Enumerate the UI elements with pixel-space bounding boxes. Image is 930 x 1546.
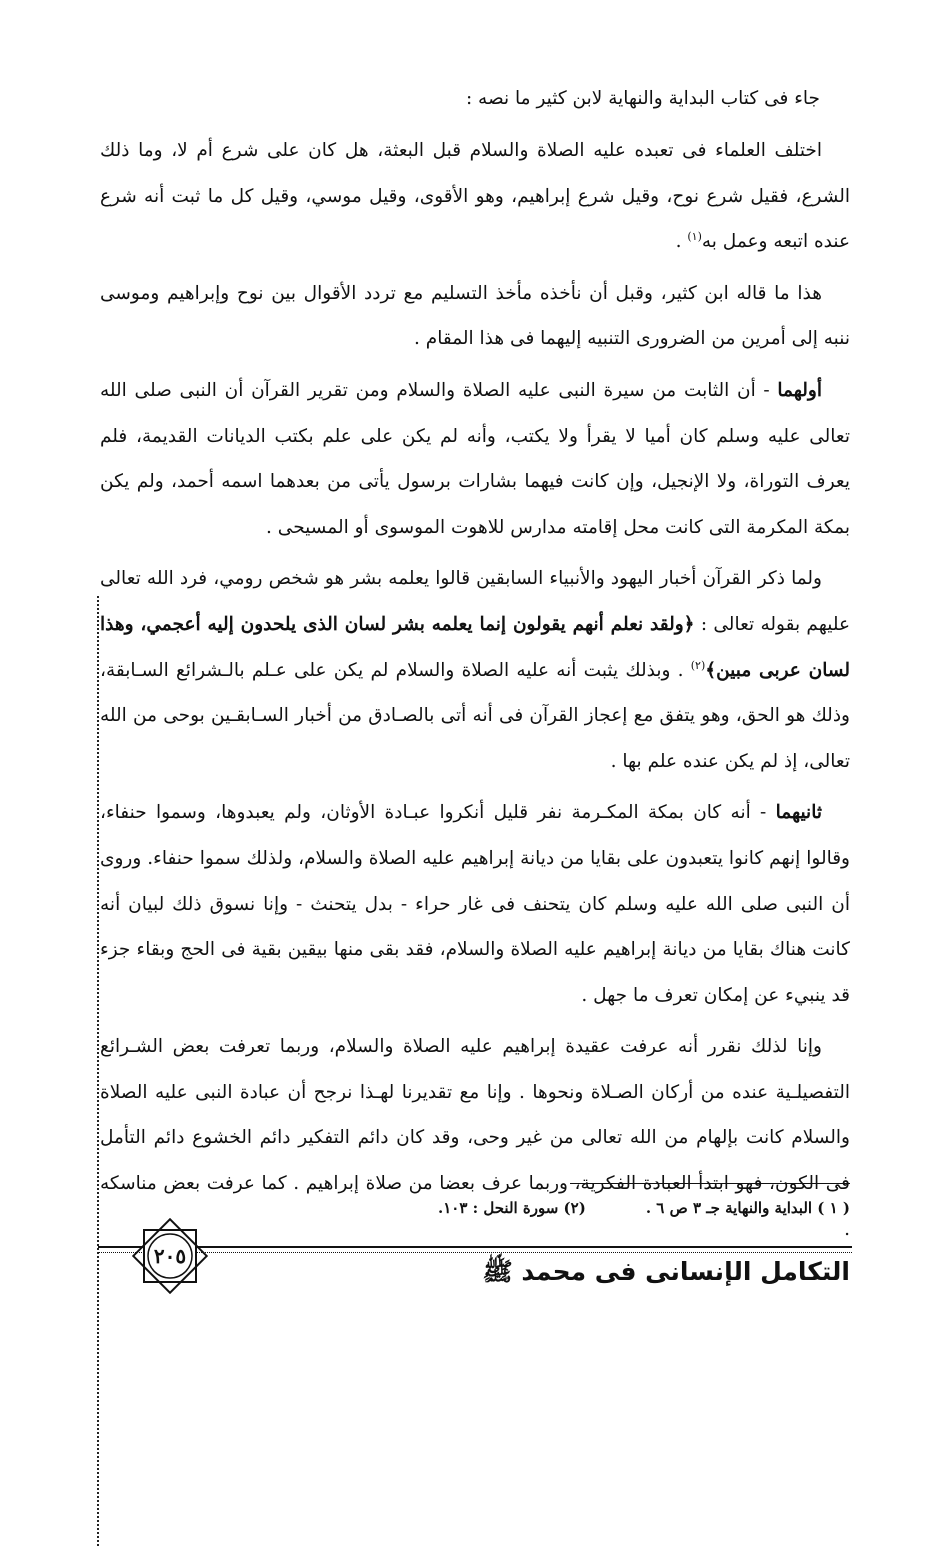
footnote-ref-2: (٢) [690, 658, 706, 672]
page-number-badge [132, 1218, 208, 1294]
paragraph-2: هذا ما قاله ابن كثير، وقبل أن نأخذه مأخذ التسليم مع تردد الأقوال بين نوح وإبراهيم وموسى ننبه إلى أمرين من الضرورى التنبيه إليهما فى هذا المقام . [100, 282, 850, 350]
paragraph-5 [100, 790, 850, 1018]
paragraph-1-end: . [675, 231, 688, 253]
page-number: ٢٠٥ [153, 1244, 187, 1268]
paragraph-5-text: - أنه كان بمكة المكـرمة نفر قليل أنكروا عبـادة الأوثان، ولم يعبدوها، وسموا حنفاء، وقالوا إنهم كانوا يتعبدون على بقايا من ديانة إبراهيم عليه الصلاة والسلام، ولذلك سموا حنفاء. وروى أن النبى صلى الله عليه وسلم كان يتحنف فى غار حراء - بدل يتحنث - وإنا نسوق ذلك لبيان أنه كانت هناك بقايا من ديانة إبراهيم عليه الصلاة والسلام، فقد بقى منها بيقين بقية فى الحج وبقاء جزء قد ينبيء عن إمكان تعرف ما جهل . [100, 802, 850, 1006]
paragraph-3-text: - أن الثابت من سيرة النبى عليه الصلاة والسلام ومن تقرير القرآن أن النبى صلى الله تعالى عليه وسلم كان أميا لا يقرأ ولا يكتب، وأنه لم يكن على علم بكتب الديانات القديمة، فلم يعرف التوراة، ولا الإنجيل، وإن كانت فيهما بشارات برسول يأتى من بعدهما اسمه أحمد، ولم يكن بمكة المكرمة التى كانت محل إقامته مدارس للاهوت الموسوى أو المسيحى . [100, 379, 850, 538]
paragraph-1 [100, 128, 850, 265]
main-text [100, 128, 850, 1252]
footer-book-title: التكامل الإنسانى فى محمد ﷺ [482, 1257, 850, 1286]
footnote-1: ( ١ ) البداية والنهاية جـ ٣ ص ٦ . [645, 1199, 850, 1217]
paragraph-4-text-b: . وبذلك يثبت أنه عليه الصلاة والسلام لم يكن على عـلم بالـشرائع السـابقة، وذلك هو الحق، وهو يتفق مع إعجاز القرآن فى أنه أتى بالصـادق من أخبار السـابقـين بوحى من الله تعالى، إذ لم يكن عنده علم بها . [100, 659, 850, 772]
footer-rule [98, 1246, 852, 1253]
footnote-ref-1: (١) [687, 230, 702, 244]
paragraph-6: وإنا لذلك نقرر أنه عرفت عقيدة إبراهيم عليه الصلاة والسلام، وربما تعرفت بعض الشـرائع التفصيلـية عنده من أركان الصـلاة ونحوها . وإنا مع تقديرنا لهـذا نرجح أن عبادة النبى عليه الصلاة والسلام كانت بإلهام من الله تعالى من غير وحى، وقد كان دائم التفكير دائم الخشوع دائم التأمل فى الكون، فهو ابتدأ العبادة الفكرية، وربما عرف بعضا من صلاة إبراهيم . كما عرفت بعض مناسكه . [100, 1036, 850, 1240]
margin-dotted-line [97, 596, 99, 1546]
paragraph-5-lead: ثانيهما [775, 802, 822, 824]
footnotes [300, 1196, 850, 1220]
footnote-2: (٢) سورة النحل : ١٠٣. [438, 1199, 586, 1217]
paragraph-3 [100, 368, 850, 550]
footnote-separator [570, 1183, 850, 1184]
paragraph-3-lead: أولهما [777, 379, 822, 401]
quran-quote: ﴿ولقد نعلم أنهم يقولون إنما يعلمه بشر لسان الذى يلحدون إليه أعجمي، وهذا لسان عربى مبين﴾ [100, 613, 850, 681]
intro-line: جاء فى كتاب البداية والنهاية لابن كثير ما نصه : [465, 88, 820, 109]
paragraph-4 [100, 556, 850, 784]
paragraph-4-text-a: ولما ذكر القرآن أخبار اليهود والأنبياء السابقين قالوا يعلمه بشر هو شخص رومي، فرد الله تعالى عليهم بقوله تعالى : [100, 568, 850, 635]
paragraph-1-text: اختلف العلماء فى تعبده عليه الصلاة والسلام قبل البعثة، هل كان على شرع أم لا، وما ذلك الشرع، فقيل شرع نوح، وقيل شرع إبراهيم، وهو الأقوى، وقيل موسي، وقيل كل ما ثبت أنه شرع عنده اتبعه وعمل به [100, 140, 850, 253]
